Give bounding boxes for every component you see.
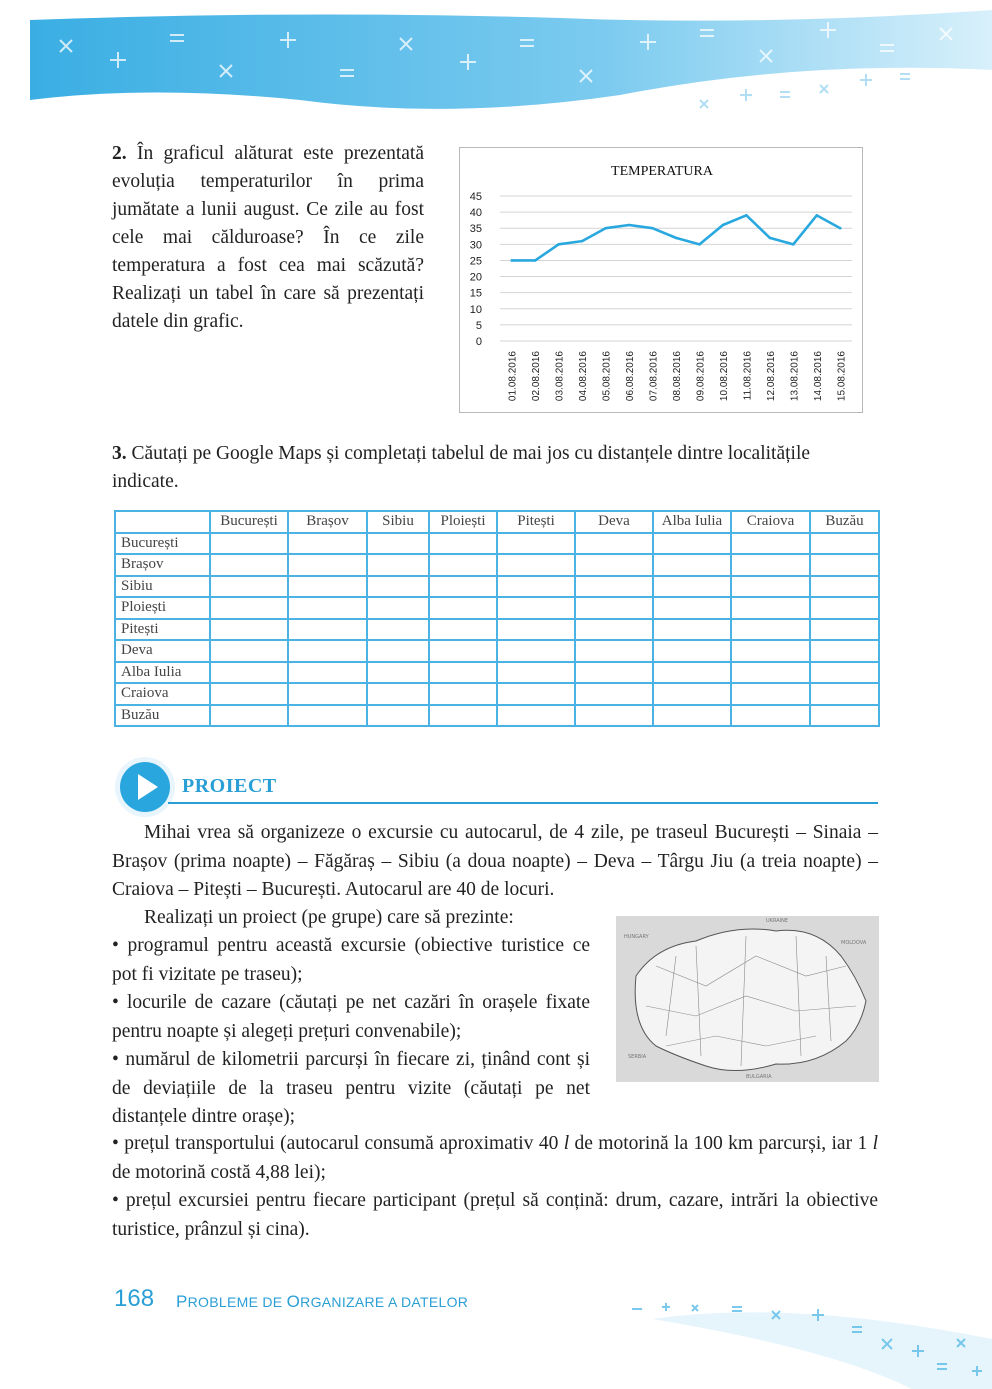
table-row [115, 705, 879, 727]
distance-cell[interactable] [575, 662, 653, 684]
data-point [581, 240, 584, 243]
map-label-hungary: HUNGARY [624, 934, 649, 940]
data-point [557, 243, 560, 246]
exercise-3-number: 3. [112, 443, 127, 464]
distance-cell[interactable] [367, 683, 429, 705]
x-tick-label: 06.08.2016 [625, 351, 637, 402]
x-tick-label: 09.08.2016 [695, 351, 707, 402]
row-header: Pitești [115, 619, 210, 641]
distance-cell[interactable] [429, 533, 497, 555]
distance-cell[interactable] [575, 705, 653, 727]
distance-cell[interactable] [810, 576, 879, 598]
distance-cell[interactable] [653, 705, 731, 727]
column-header: Craiova [731, 511, 810, 533]
distance-cell[interactable] [810, 597, 879, 619]
distance-cell[interactable] [288, 597, 367, 619]
distance-cell[interactable] [653, 662, 731, 684]
distance-cell[interactable] [810, 705, 879, 727]
distance-cell[interactable] [653, 683, 731, 705]
distance-cell[interactable] [429, 640, 497, 662]
distance-cell[interactable] [367, 640, 429, 662]
distance-cell[interactable] [731, 683, 810, 705]
column-header: Pitești [497, 511, 575, 533]
distance-cell[interactable] [429, 576, 497, 598]
distance-cell[interactable] [575, 576, 653, 598]
distance-cell[interactable] [210, 597, 288, 619]
column-header: Deva [575, 511, 653, 533]
distance-cell[interactable] [575, 533, 653, 555]
distance-cell[interactable] [367, 576, 429, 598]
temperature-chart-svg [460, 148, 864, 414]
distance-cell[interactable] [367, 554, 429, 576]
column-header: Buzău [810, 511, 879, 533]
distance-cell[interactable] [731, 554, 810, 576]
distance-cell[interactable] [810, 683, 879, 705]
row-header: Alba Iulia [115, 662, 210, 684]
distance-cell[interactable] [497, 683, 575, 705]
romania-map [616, 916, 879, 1082]
y-tick-label: 15 [469, 287, 482, 300]
row-header: Deva [115, 640, 210, 662]
bullet-kilometers: • numărul de kilometrii parcurși în fiecare zi, ținând cont și de deviațiile de la traseu pentru vizite (căutați pe net distanțele dintre orașe); [112, 1049, 590, 1127]
table-row [115, 576, 879, 598]
distance-cell[interactable] [429, 683, 497, 705]
distance-cell[interactable] [731, 619, 810, 641]
row-header: Craiova [115, 683, 210, 705]
table-row [115, 554, 879, 576]
y-tick-label: 25 [469, 255, 482, 268]
distance-cell[interactable] [210, 640, 288, 662]
data-point [792, 243, 795, 246]
y-tick-label: 20 [469, 271, 482, 284]
distance-cell[interactable] [653, 640, 731, 662]
bullet-transport-part1: • prețul transportului (autocarul consumă aproximativ 40 [112, 1133, 564, 1154]
row-header: Brașov [115, 554, 210, 576]
distance-cell[interactable] [575, 619, 653, 641]
map-label-ukraine: UKRAINE [766, 918, 789, 924]
distance-cell[interactable] [288, 619, 367, 641]
distance-cell[interactable] [731, 640, 810, 662]
liter-unit: l [563, 1133, 570, 1154]
data-point [769, 237, 772, 240]
data-point [722, 224, 725, 227]
distance-cell[interactable] [288, 554, 367, 576]
exercise-2-text [112, 140, 424, 336]
distance-cell[interactable] [210, 576, 288, 598]
project-title: PROIECT [182, 775, 277, 797]
bullet-accommodation: • locurile de cazare (căutați pe net cazări în orașele fixate pentru noapte și alegeți prețuri convenabile); [112, 992, 590, 1042]
table-header-row [115, 511, 879, 533]
x-tick-label: 11.08.2016 [742, 351, 754, 401]
distance-cell[interactable] [653, 576, 731, 598]
column-header: Brașov [288, 511, 367, 533]
table-row [115, 533, 879, 555]
row-header: Buzău [115, 705, 210, 727]
x-tick-label: 07.08.2016 [648, 351, 660, 402]
data-point [839, 227, 842, 230]
distance-cell[interactable] [731, 597, 810, 619]
distance-cell[interactable] [575, 554, 653, 576]
distance-cell[interactable] [210, 662, 288, 684]
distance-cell[interactable] [288, 683, 367, 705]
x-tick-label: 03.08.2016 [554, 351, 566, 402]
table-row [115, 640, 879, 662]
section-part2: RGANIZARE A DATELOR [300, 1294, 469, 1310]
data-point [698, 243, 701, 246]
distance-cell[interactable] [731, 662, 810, 684]
distance-cell[interactable] [497, 533, 575, 555]
distance-cell[interactable] [367, 662, 429, 684]
table-row [115, 619, 879, 641]
distance-cell[interactable] [810, 640, 879, 662]
distance-cell[interactable] [497, 705, 575, 727]
row-header: Sibiu [115, 576, 210, 598]
distance-cell[interactable] [653, 619, 731, 641]
bullet-program: • programul pentru această excursie (obiective turistice ce pot fi vizitate pe traseu); [112, 935, 590, 985]
distance-cell[interactable] [429, 619, 497, 641]
distance-cell[interactable] [210, 705, 288, 727]
bullet-transport-price [112, 1130, 878, 1187]
data-point [651, 227, 654, 230]
table-row [115, 597, 879, 619]
distance-cell[interactable] [810, 554, 879, 576]
distance-cell[interactable] [810, 533, 879, 555]
table-corner-cell [115, 511, 210, 533]
y-tick-label: 40 [469, 207, 482, 220]
distance-cell[interactable] [497, 554, 575, 576]
distance-cell[interactable] [810, 619, 879, 641]
data-point [675, 237, 678, 240]
row-header: București [115, 533, 210, 555]
header-math-banner [0, 0, 992, 130]
map-label-moldova: MOLDOVA [841, 940, 867, 946]
distance-cell[interactable] [429, 662, 497, 684]
distance-cell[interactable] [288, 576, 367, 598]
x-tick-label: 04.08.2016 [578, 351, 590, 402]
bullet-trip-price: • prețul excursiei pentru fiecare participant (prețul să conțină: drum, cazare, intrări la obiective turistice, prânzul și cina). [112, 1190, 878, 1240]
distance-cell[interactable] [653, 533, 731, 555]
distance-cell[interactable] [653, 597, 731, 619]
distance-cell[interactable] [497, 662, 575, 684]
y-tick-label: 35 [469, 223, 482, 236]
distance-cell[interactable] [210, 533, 288, 555]
distance-cell[interactable] [429, 597, 497, 619]
distance-cell[interactable] [429, 705, 497, 727]
distance-cell[interactable] [497, 597, 575, 619]
map-label-serbia: SERBIA [628, 1054, 647, 1060]
x-tick-label: 12.08.2016 [765, 351, 777, 402]
table-row [115, 662, 879, 684]
y-tick-label: 30 [469, 239, 482, 252]
map-label-bulgaria: BULGARIA [746, 1074, 772, 1080]
x-tick-label: 14.08.2016 [812, 351, 824, 402]
y-tick-label: 10 [469, 303, 482, 316]
section-cap-o: O [286, 1292, 301, 1311]
distance-table [114, 510, 880, 727]
data-point [816, 214, 819, 217]
distance-cell[interactable] [367, 705, 429, 727]
distance-cell[interactable] [575, 683, 653, 705]
distance-cell[interactable] [731, 533, 810, 555]
exercise-3-text [112, 440, 878, 496]
data-point [604, 227, 607, 230]
bullet-transport-part3: de motorină costă 4,88 lei); [112, 1161, 326, 1183]
distance-cell[interactable] [653, 554, 731, 576]
distance-cell[interactable] [210, 683, 288, 705]
footer-math-decoration [532, 1279, 992, 1389]
distance-cell[interactable] [367, 597, 429, 619]
romania-map-svg [616, 916, 879, 1082]
data-point [534, 259, 537, 262]
x-tick-label: 15.08.2016 [836, 351, 848, 402]
distance-cell[interactable] [497, 576, 575, 598]
exercise-3-body: Căutați pe Google Maps și completați tabelul de mai jos cu distanțele dintre localitățile indicate. [112, 443, 811, 492]
column-header: București [210, 511, 288, 533]
y-tick-label: 5 [475, 319, 482, 332]
exercise-2-number: 2. [112, 143, 127, 164]
distance-cell[interactable] [288, 533, 367, 555]
data-point [745, 214, 748, 217]
distance-cell[interactable] [575, 597, 653, 619]
table-row [115, 683, 879, 705]
y-tick-label: 45 [469, 191, 482, 203]
distance-cell[interactable] [575, 640, 653, 662]
column-header: Ploiești [429, 511, 497, 533]
distance-cell[interactable] [810, 662, 879, 684]
distance-cell[interactable] [367, 533, 429, 555]
column-header: Sibiu [367, 511, 429, 533]
project-title-rule [168, 802, 878, 804]
distance-cell[interactable] [210, 554, 288, 576]
liter-unit: l [872, 1133, 878, 1154]
column-header: Alba Iulia [653, 511, 731, 533]
distance-cell[interactable] [731, 576, 810, 598]
distance-cell[interactable] [497, 640, 575, 662]
distance-cell[interactable] [288, 640, 367, 662]
x-tick-label: 01.08.2016 [507, 351, 519, 402]
play-icon [114, 756, 176, 818]
distance-cell[interactable] [288, 662, 367, 684]
distance-cell[interactable] [731, 705, 810, 727]
distance-cell[interactable] [497, 619, 575, 641]
section-cap-p: P [176, 1292, 188, 1311]
section-title [176, 1292, 468, 1312]
distance-cell[interactable] [288, 705, 367, 727]
x-tick-label: 13.08.2016 [789, 351, 801, 402]
y-tick-label: 0 [475, 336, 482, 348]
project-bullets-top [112, 932, 590, 1132]
project-bullets-bottom [112, 1130, 878, 1244]
distance-cell[interactable] [210, 619, 288, 641]
x-tick-label: 05.08.2016 [601, 351, 613, 402]
x-tick-label: 10.08.2016 [718, 351, 730, 402]
data-point [628, 224, 631, 227]
project-intro: Mihai vrea să organizeze o excursie cu autocarul, de 4 zile, pe traseul București – Sinaia – Brașov (prima noapte) – Făgăraș – Sibiu (a doua noapte) – Deva – Târgu Jiu (a treia noapte) – Craiova – Pitești – București. Autocarul are 40 de locuri. [112, 822, 878, 900]
data-point [510, 259, 513, 262]
temperature-chart [459, 147, 863, 413]
x-tick-label: 02.08.2016 [531, 351, 543, 402]
page-number: 168 [114, 1285, 155, 1312]
section-part1: ROBLEME DE [187, 1294, 287, 1310]
row-header: Ploiești [115, 597, 210, 619]
project-task: Realizați un proiect (pe grupe) care să prezinte: [144, 907, 514, 928]
chart-title: TEMPERATURA [611, 164, 713, 179]
exercise-2-body: În graficul alăturat este prezentată evoluția temperaturilor în prima jumătate a lunii august. Ce zile au fost cele mai călduroase? În ce zile temperatura a fost cea mai scăzută? Realizați un tabel în care să prezentați datele din grafic. [112, 143, 424, 332]
bullet-transport-part2: de motorină la 100 km parcurși, iar 1 [569, 1133, 873, 1154]
distance-cell[interactable] [429, 554, 497, 576]
x-tick-label: 08.08.2016 [672, 351, 683, 402]
distance-cell[interactable] [367, 619, 429, 641]
